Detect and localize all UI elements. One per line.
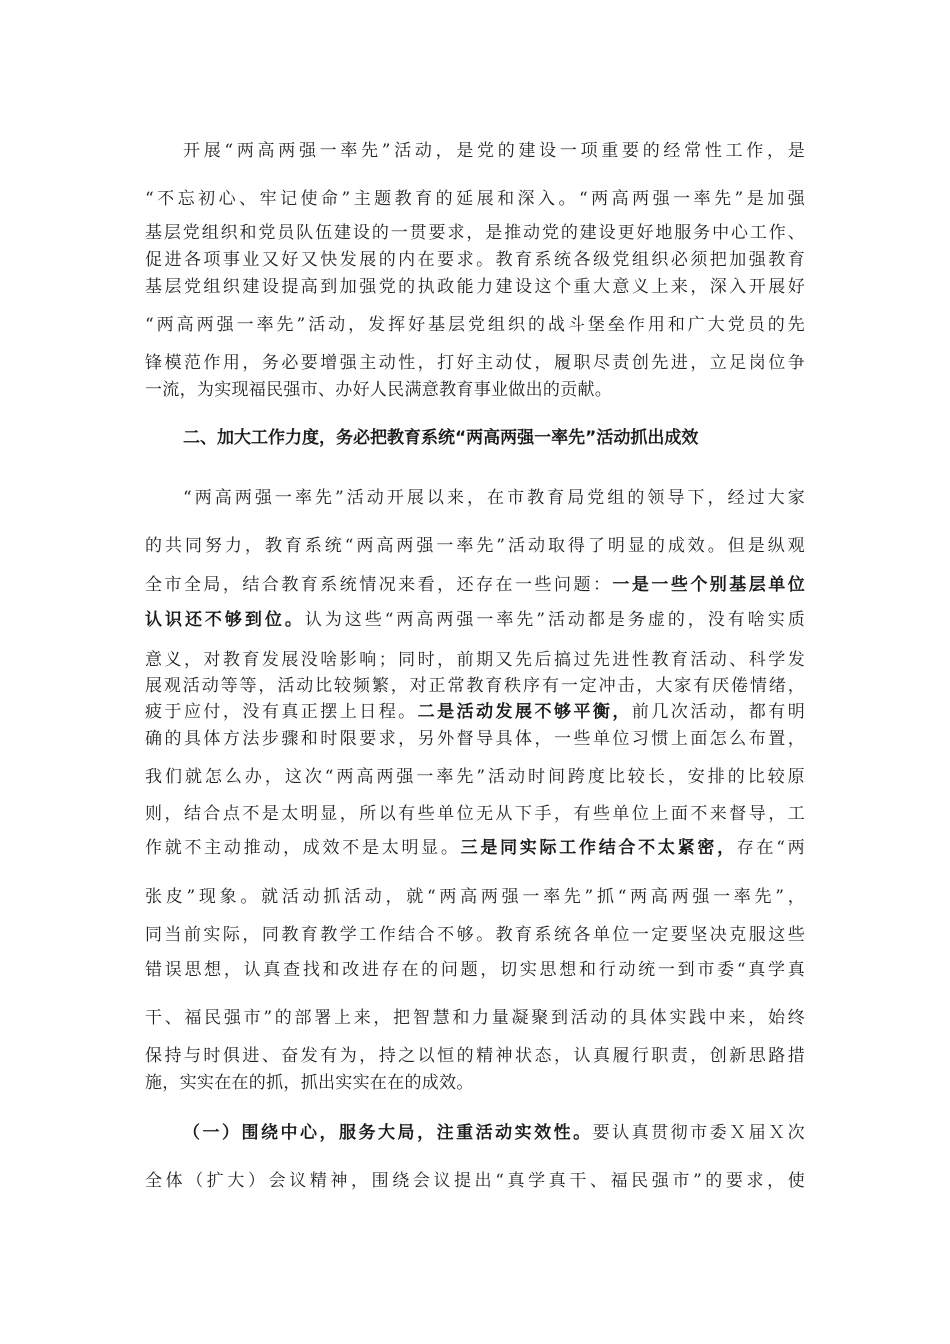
paragraph-line: 开展“两高两强一率先”活动，是党的建设一项重要的经常性工作，是 (183, 141, 805, 161)
paragraph-line: 干、福民强市”的部署上来，把智慧和力量凝聚到活动的具体实践中来，始终 (145, 1008, 805, 1028)
paragraph-line: 确的具体方法步骤和时限要求，另外督导具体，一些单位习惯上面怎么布置， (145, 729, 805, 749)
paragraph-line: 我们就怎么办，这次“两高两强一率先”活动时间跨度比较长，安排的比较原 (145, 767, 805, 787)
paragraph-line: 错误思想，认真查找和改进存在的问题，切实思想和行动统一到市委“真学真 (145, 960, 805, 980)
paragraph-line: 的共同努力，教育系统“两高两强一率先”活动取得了明显的成效。但是纵观 (145, 536, 805, 556)
paragraph-line: “两高两强一率先”活动开展以来，在市教育局党组的领导下，经过大家 (183, 488, 805, 508)
bold-text-run: 认识还不够到位。 (145, 610, 305, 630)
bold-text-run: 三是同实际工作结合不太紧密， (460, 838, 737, 858)
paragraph-line: “不忘初心、牢记使命”主题教育的延展和深入。“两高两强一率先”是加强 (145, 189, 805, 209)
paragraph-line: 基层党组织和党员队伍建设的一贯要求，是推动党的建设更好地服务中心工作、 (145, 223, 805, 243)
paragraph-line: “两高两强一率先”活动，发挥好基层党组织的战斗堡垒作用和广大党员的先 (145, 315, 805, 335)
paragraph-line: 一流，为实现福民强市、办好人民满意教育事业做出的贡献。 (145, 380, 613, 400)
text-run: 要认真贯彻市委Ｘ届Ｘ次 (592, 1123, 805, 1143)
text-run: 前几次活动，都有明 (631, 702, 805, 722)
text-run: 认为这些“两高两强一率先”活动都是务虚的，没有啥实质 (304, 610, 805, 630)
paragraph-line (145, 833, 805, 863)
paragraph-line: 锋模范作用，务必要增强主动性，打好主动仗，履职尽责创先进，立足岗位争 (145, 353, 805, 373)
paragraph-line (145, 697, 805, 727)
bold-text-run: （一）围绕中心，服务大局，注重活动实效性。 (183, 1123, 593, 1143)
paragraph-line (145, 570, 805, 600)
paragraph-line (145, 605, 805, 635)
paragraph-line: 展观活动等等，活动比较频繁，对正常教育秩序有一定冲击，大家有厌倦情绪， (145, 676, 805, 696)
text-run: 存在“两 (736, 838, 805, 858)
paragraph-line: 促进各项事业又好又快发展的内在要求。教育系统各级党组织必须把加强教育 (145, 250, 805, 270)
paragraph-line: 意义，对教育发展没啥影响；同时，前期又先后搞过先进性教育活动、科学发 (145, 650, 805, 670)
paragraph-line: 施，实实在在的抓，抓出实实在在的成效。 (145, 1073, 474, 1093)
paragraph-line: 张皮”现象。就活动抓活动，就“两高两强一率先”抓“两高两强一率先”， (145, 887, 805, 907)
paragraph-line: 全体（扩大）会议精神，围绕会议提出“真学真干、福民强市”的要求，使 (145, 1171, 805, 1191)
text-run: 疲于应付，没有真正摆上日程。 (145, 702, 418, 722)
bold-text-run: 二是活动发展不够平衡， (417, 702, 632, 722)
bold-text-run: 一是一些个别基层单位 (612, 575, 806, 595)
paragraph-line (183, 1118, 805, 1148)
paragraph-line: 保持与时俱进、奋发有为，持之以恒的精神状态，认真履行职责，创新思路措 (145, 1046, 805, 1066)
text-run: 作就不主动推动，成效不是太明显。 (145, 838, 461, 858)
paragraph-line: 同当前实际，同教育教学工作结合不够。教育系统各单位一定要坚决克服这些 (145, 925, 805, 945)
section-heading: 二、加大工作力度，务必把教育系统“两高两强一率先”活动抓出成效 (183, 428, 699, 448)
text-run: 全市全局，结合教育系统情况来看，还存在一些问题： (145, 575, 613, 595)
paragraph-line: 则，结合点不是太明显，所以有些单位无从下手，有些单位上面不来督导，工 (145, 804, 805, 824)
paragraph-line: 基层党组织建设提高到加强党的执政能力建设这个重大意义上来，深入开展好 (145, 277, 805, 297)
